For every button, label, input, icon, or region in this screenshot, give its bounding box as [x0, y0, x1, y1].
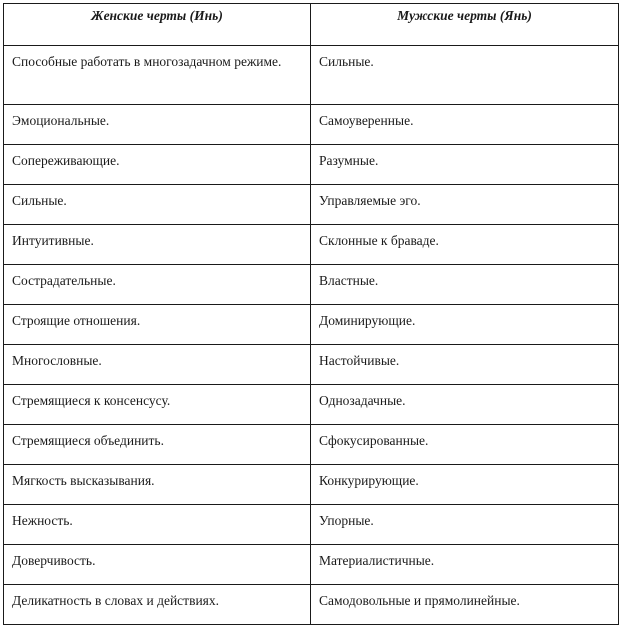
masculine-trait-cell: Настойчивые. [311, 345, 619, 385]
feminine-trait-cell: Стремящиеся к консенсусу. [4, 385, 311, 425]
table-row [4, 465, 619, 505]
table-row [4, 505, 619, 545]
masculine-trait-cell: Сильные. [311, 46, 619, 105]
feminine-trait-cell: Доверчивость. [4, 545, 311, 585]
masculine-trait-cell: Властные. [311, 265, 619, 305]
table-row [4, 345, 619, 385]
masculine-trait-cell: Материалистичные. [311, 545, 619, 585]
table-row [4, 225, 619, 265]
table-row [4, 46, 619, 105]
header-feminine-traits: Женские черты (Инь) [4, 4, 311, 46]
masculine-trait-cell: Доминирующие. [311, 305, 619, 345]
table-row [4, 425, 619, 465]
table-row [4, 385, 619, 425]
traits-table [3, 3, 619, 625]
feminine-trait-cell: Многословные. [4, 345, 311, 385]
masculine-trait-cell: Склонные к браваде. [311, 225, 619, 265]
feminine-trait-cell: Способные работать в многозадачном режиме. [4, 46, 311, 105]
table-row [4, 145, 619, 185]
table-header-row [4, 4, 619, 46]
feminine-trait-cell: Сопереживающие. [4, 145, 311, 185]
table-row [4, 265, 619, 305]
masculine-trait-cell: Разумные. [311, 145, 619, 185]
masculine-trait-cell: Сфокусированные. [311, 425, 619, 465]
feminine-trait-cell: Сильные. [4, 185, 311, 225]
feminine-trait-cell: Нежность. [4, 505, 311, 545]
table-row [4, 585, 619, 625]
table-row [4, 305, 619, 345]
feminine-trait-cell: Мягкость высказывания. [4, 465, 311, 505]
feminine-trait-cell: Деликатность в словах и действиях. [4, 585, 311, 625]
table-row [4, 185, 619, 225]
masculine-trait-cell: Управляемые эго. [311, 185, 619, 225]
feminine-trait-cell: Сострадательные. [4, 265, 311, 305]
feminine-trait-cell: Эмоциональные. [4, 105, 311, 145]
masculine-trait-cell: Упорные. [311, 505, 619, 545]
masculine-trait-cell: Самодовольные и прямолинейные. [311, 585, 619, 625]
header-masculine-traits: Мужские черты (Янь) [311, 4, 619, 46]
feminine-trait-cell: Интуитивные. [4, 225, 311, 265]
masculine-trait-cell: Однозадачные. [311, 385, 619, 425]
feminine-trait-cell: Стремящиеся объединить. [4, 425, 311, 465]
masculine-trait-cell: Конкурирующие. [311, 465, 619, 505]
table-row [4, 545, 619, 585]
feminine-trait-cell: Строящие отношения. [4, 305, 311, 345]
table-row [4, 105, 619, 145]
masculine-trait-cell: Самоуверенные. [311, 105, 619, 145]
